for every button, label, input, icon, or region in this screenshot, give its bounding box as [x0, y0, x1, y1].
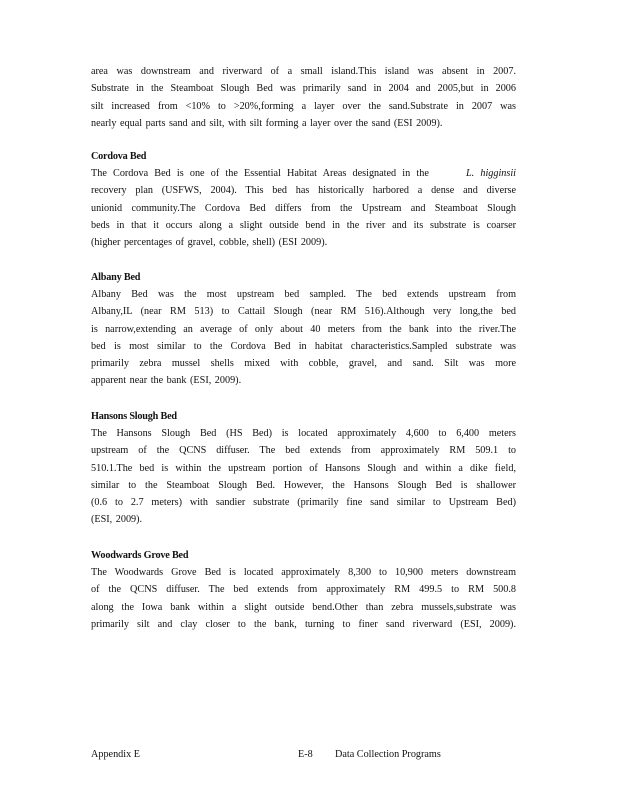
paragraph-line: [91, 165, 516, 182]
paragraph-line: area was downstream and riverward of a small island.This island was absent in 2007.: [91, 66, 516, 77]
paragraph-line: (higher percentages of gravel, cobble, shell) (ESI 2009).: [91, 237, 328, 249]
paragraph-line: along the Iowa bank within a slight outside bend.Other than zebra mussels,substrate was: [91, 601, 516, 613]
paragraph-line: is narrow,extending an average of only about 40 meters from the bank into the river.The: [91, 323, 516, 335]
paragraph-line: primarily silt and clay closer to the bank, turning to finer sand riverward (ESI, 2009).: [91, 618, 516, 630]
section-heading: Hansons Slough Bed: [91, 411, 177, 422]
paragraph-line: nearly equal parts sand and silt, with silt forming a layer over the sand (ESI 2009).: [91, 117, 443, 129]
paragraph-line: (ESI, 2009).: [91, 514, 143, 526]
paragraph-line: 510.1.The bed is within the upstream portion of Hansons Slough and within a dike field,: [91, 462, 516, 474]
paragraph-line: (0.6 to 2.7 meters) with sandier substrate (primarily fine sand similar to Upstream Bed): [91, 497, 516, 509]
paragraph-line: primarily zebra mussel shells mixed with cobble, gravel, and sand. Silt was more: [91, 358, 516, 370]
paragraph-line: upstream of the QCNS diffuser. The bed extends from approximately RM 509.1 to: [91, 445, 516, 457]
intro-paragraph: [91, 63, 516, 132]
section-woodwards-grove-bed: [91, 547, 516, 633]
section-hansons-slough-bed: [91, 408, 516, 529]
paragraph-line: apparent near the bank (ESI, 2009).: [91, 375, 242, 387]
paragraph-line: The Woodwards Grove Bed is located approximately 8,300 to 10,900 meters downstream: [91, 567, 516, 578]
paragraph-line: of the QCNS diffuser. The bed extends from approximately RM 499.5 to RM 500.8: [91, 584, 516, 596]
paragraph-line: similar to the Steamboat Slough Bed. However, the Hansons Slough Bed is shallower: [91, 479, 516, 491]
footer-section-title: Data Collection Programs: [335, 749, 441, 760]
paragraph-text: The Cordova Bed is one of the Essential Habitat Areas designated in the: [91, 168, 429, 179]
paragraph-line: beds in that it occurs along a slight outside bend in the river and its substrate is coarser: [91, 219, 516, 231]
footer-page-number: E-8: [298, 749, 313, 760]
section-cordova-bed: [91, 148, 516, 251]
paragraph-line: The Hansons Slough Bed (HS Bed) is located approximately 4,600 to 6,400 meters: [91, 428, 516, 439]
footer-appendix-label: Appendix E: [91, 749, 140, 760]
section-heading: Cordova Bed: [91, 151, 147, 162]
species-name: L. higginsii: [465, 168, 516, 179]
section-albany-bed: [91, 269, 516, 390]
paragraph-line: unionid community.The Cordova Bed differs from the Upstream and Steamboat Slough: [91, 202, 516, 214]
paragraph-line: Albany,IL (near RM 513) to Cattail Slough (near RM 516).Although very long,the bed: [91, 306, 516, 318]
paragraph-line: bed is most similar to the Cordova Bed in habitat characteristics.Sampled substrate was: [91, 340, 516, 352]
section-heading: Albany Bed: [91, 272, 141, 283]
section-heading: Woodwards Grove Bed: [91, 550, 189, 561]
paragraph-line: Albany Bed was the most upstream bed sampled. The bed extends upstream from: [91, 289, 516, 300]
paragraph-line: recovery plan (USFWS, 2004). This bed has historically harbored a dense and diverse: [91, 185, 516, 197]
paragraph-line: silt increased from <10% to >20%,forming a layer over the sand.Substrate in 2007 was: [91, 100, 516, 112]
paragraph-line: Substrate in the Steamboat Slough Bed was primarily sand in 2004 and 2005,but in 2006: [91, 83, 516, 95]
